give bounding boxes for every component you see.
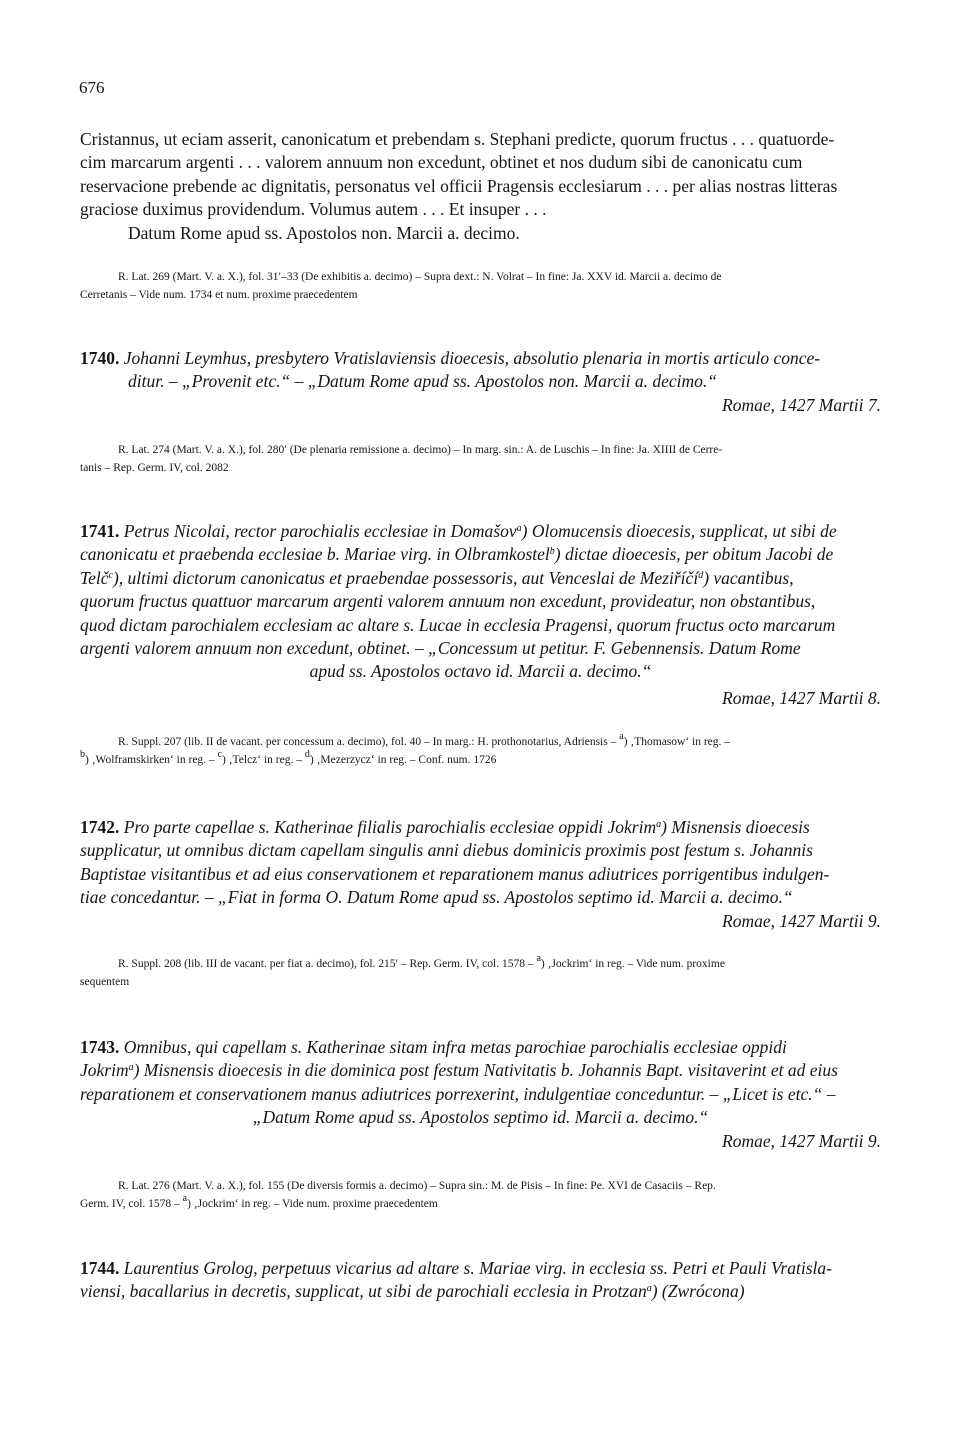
entry-number: 1742.	[80, 817, 120, 837]
entry-text: ), ultimi dictorum canonicatus et praebendae possessoris, aut Venceslai de Meziříčí	[112, 567, 699, 588]
footnote-mark: d	[304, 749, 310, 760]
entry-text: ) Misnensis dioecesis in die dominica post festum Nativitatis b. Johannis Bapt. visitaverint et ad eius	[133, 1060, 838, 1081]
entry-text: quorum fructus quattuor marcarum argenti valorem annuum non excedunt, provideatur, non obstantibus,	[80, 591, 816, 612]
note-line: ) ‚Thomasow‘ in reg. –	[623, 736, 731, 748]
note-line: ) ‚Jockrim‘ in reg. – Vide num. proxime praecedentem	[187, 1198, 438, 1210]
entry-text: canonicatu et praebenda ecclesiae b. Mariae virg. in Olbramkostel	[80, 544, 550, 565]
note-line: ) ‚Wolframskirken‘ in reg. –	[85, 754, 218, 766]
intro-datum: Datum Rome apud ss. Apostolos non. Marcii a. decimo.	[128, 222, 520, 243]
entry-text: Omnibus, qui capellam s. Katherinae sitam infra metas parochiae parochialis ecclesiae oppidi	[123, 1037, 787, 1057]
entry-text: Jokrim	[80, 1060, 129, 1081]
note-line: R. Lat. 274 (Mart. V. a. X.), fol. 280′ (De plenaria remissione a. decimo) – In marg. sin.: A. de Luschis – In fine: Ja. XIIII de Cerre-	[118, 444, 723, 456]
entry-text: „Datum Rome apud ss. Apostolos septimo id. Marcii a. decimo.“	[252, 1107, 709, 1128]
entry-text: viensi, bacallarius in decretis, supplicat, ut sibi de parochiali ecclesia in Protzan	[80, 1281, 647, 1302]
entry-text: Petrus Nicolai, rector parochialis ecclesiae in Domašov	[123, 521, 517, 541]
entry-text: Pro parte capellae s. Katherinae filialis parochialis ecclesiae oppidi Jokrim	[123, 817, 657, 837]
note-line: ) ‚Jockrim‘ in reg. – Vide num. proxime	[540, 958, 725, 970]
entry-1743-note	[80, 1177, 881, 1213]
note-line: R. Lat. 269 (Mart. V. a. X.), fol. 31′–33 (De exhibitis a. decimo) – Supra dext.: N. Volrat – In fine: Ja. XXV id. Marcii a. decimo de	[118, 271, 722, 283]
entry-1743	[80, 1036, 881, 1153]
footnote-mark: a	[128, 1062, 134, 1074]
footnote-mark: a	[536, 953, 541, 964]
entry-text: ) vacantibus,	[703, 567, 794, 588]
note-line: Germ. IV, col. 1578 –	[80, 1198, 183, 1210]
entry-text: ) Misnensis dioecesis	[661, 817, 810, 837]
entry-text: ) (Zwrócona)	[651, 1281, 745, 1302]
footnote-mark: d	[698, 569, 704, 581]
entry-date: Romae, 1427 Martii 7.	[722, 394, 881, 415]
footnote-mark: a	[182, 1193, 188, 1204]
footnote-mark: b	[549, 546, 555, 558]
entry-text: Johanni Leymhus, presbytero Vratislaviensis dioecesis, absolutio plenaria in mortis articulo conce-	[123, 348, 821, 368]
entry-text: quod dictam parochialem ecclesiam ac altare s. Lucae in ecclesia Pragensi, quorum fructus octo marcarum	[80, 614, 836, 635]
entry-1742	[80, 816, 881, 933]
footnote-mark: a	[646, 1283, 652, 1295]
footnote-mark: c	[217, 749, 223, 760]
entry-text: Baptistae visitantibus et ad eius conservationem et reparationem manus adiutrices porrigentibus indulgen-	[80, 863, 830, 884]
intro-paragraph	[80, 128, 881, 245]
entry-number: 1743.	[80, 1037, 120, 1057]
entry-date: Romae, 1427 Martii 8.	[722, 687, 881, 708]
intro-line: reservacione prebende ac dignitatis, personatus vel officii Pragensis ecclesiarum . . . per alias nostras litteras	[80, 175, 838, 196]
entry-number: 1744.	[80, 1258, 120, 1278]
note-line: sequentem	[80, 976, 130, 988]
intro-line: graciose duximus providendum. Volumus autem . . . Et insuper . . .	[80, 199, 547, 220]
intro-line: Cristannus, ut eciam asserit, canonicatum et prebendam s. Stephani predicte, quorum fructus . . . quatuorde-	[80, 129, 835, 149]
entry-text: apud ss. Apostolos octavo id. Marcii a. decimo.“	[309, 661, 652, 682]
note-line: R. Suppl. 208 (lib. III de vacant. per fiat a. decimo), fol. 215′ – Rep. Germ. IV, col. 1578 –	[118, 958, 537, 970]
footnote-mark: a	[656, 819, 662, 830]
entry-text: Telč	[80, 567, 109, 588]
entry-text: ) Olomucensis dioecesis, supplicat, ut sibi de	[521, 521, 837, 541]
entry-text: ditur. – „Provenit etc.“ – „Datum Rome apud ss. Apostolos non. Marcii a. decimo.“	[128, 371, 717, 392]
intro-line: cim marcarum argenti . . . valorem annuum non excedunt, obtinet et nos dudum sibi de canonicatu cum	[80, 152, 803, 173]
footnote-mark: a	[619, 731, 624, 742]
entry-number: 1740.	[80, 348, 120, 368]
footnote-mark: c	[108, 569, 113, 581]
note-line: R. Suppl. 207 (lib. II de vacant. per concessum a. decimo), fol. 40 – In marg.: H. prothonotarius, Adriensis –	[118, 736, 620, 748]
note-line: ) ‚Mezerzycz‘ in reg. – Conf. num. 1726	[309, 754, 497, 766]
entry-1741-note	[80, 733, 881, 769]
note-line: ) ‚Telcz‘ in reg. –	[222, 754, 305, 766]
entry-1740-note	[80, 441, 881, 477]
note-line: Cerretanis – Vide num. 1734 et num. proxime praecedentem	[80, 289, 358, 301]
entry-1742-note	[80, 955, 881, 991]
footnote-mark: b	[80, 749, 85, 760]
entry-text: supplicatur, ut omnibus dictam capellam singulis anni diebus dominicis proximis post festum s. Johannis	[80, 840, 813, 861]
page-number: 676	[79, 78, 105, 97]
entry-text: reparationem et conservationem manus adiutrices porrexerint, indulgentiae conceduntur. – „Licet is etc.“ –	[80, 1083, 836, 1104]
entry-text: tiae concedantur. – „Fiat in forma O. Datum Rome apud ss. Apostolos septimo id. Marcii a. decimo.“	[80, 887, 793, 908]
entry-text: Laurentius Grolog, perpetuus vicarius ad altare s. Mariae virg. in ecclesia ss. Petri et Pauli Vratisla-	[123, 1258, 832, 1278]
note-line: R. Lat. 276 (Mart. V. a. X.), fol. 155 (De diversis formis a. decimo) – Supra sin.: M. de Pisis – In fine: Pe. XVI de Casaciis – Rep.	[118, 1180, 716, 1192]
footnote-mark: a	[516, 523, 522, 534]
entry-text: ) dictae dioecesis, per obitum Jacobi de	[554, 544, 834, 565]
entry-1741	[80, 520, 881, 710]
entry-1740	[80, 347, 881, 417]
entry-1744	[80, 1257, 881, 1304]
entry-number: 1741.	[80, 521, 120, 541]
entry-date: Romae, 1427 Martii 9.	[722, 910, 881, 931]
note-line: tanis – Rep. Germ. IV, col. 2082	[80, 462, 229, 474]
entry-date: Romae, 1427 Martii 9.	[722, 1130, 881, 1151]
intro-note	[80, 268, 881, 304]
entry-text: argenti valorem annuum non excedunt, obtinet. – „Concessum ut petitur. F. Gebennensis. Datum Rome	[80, 638, 801, 659]
